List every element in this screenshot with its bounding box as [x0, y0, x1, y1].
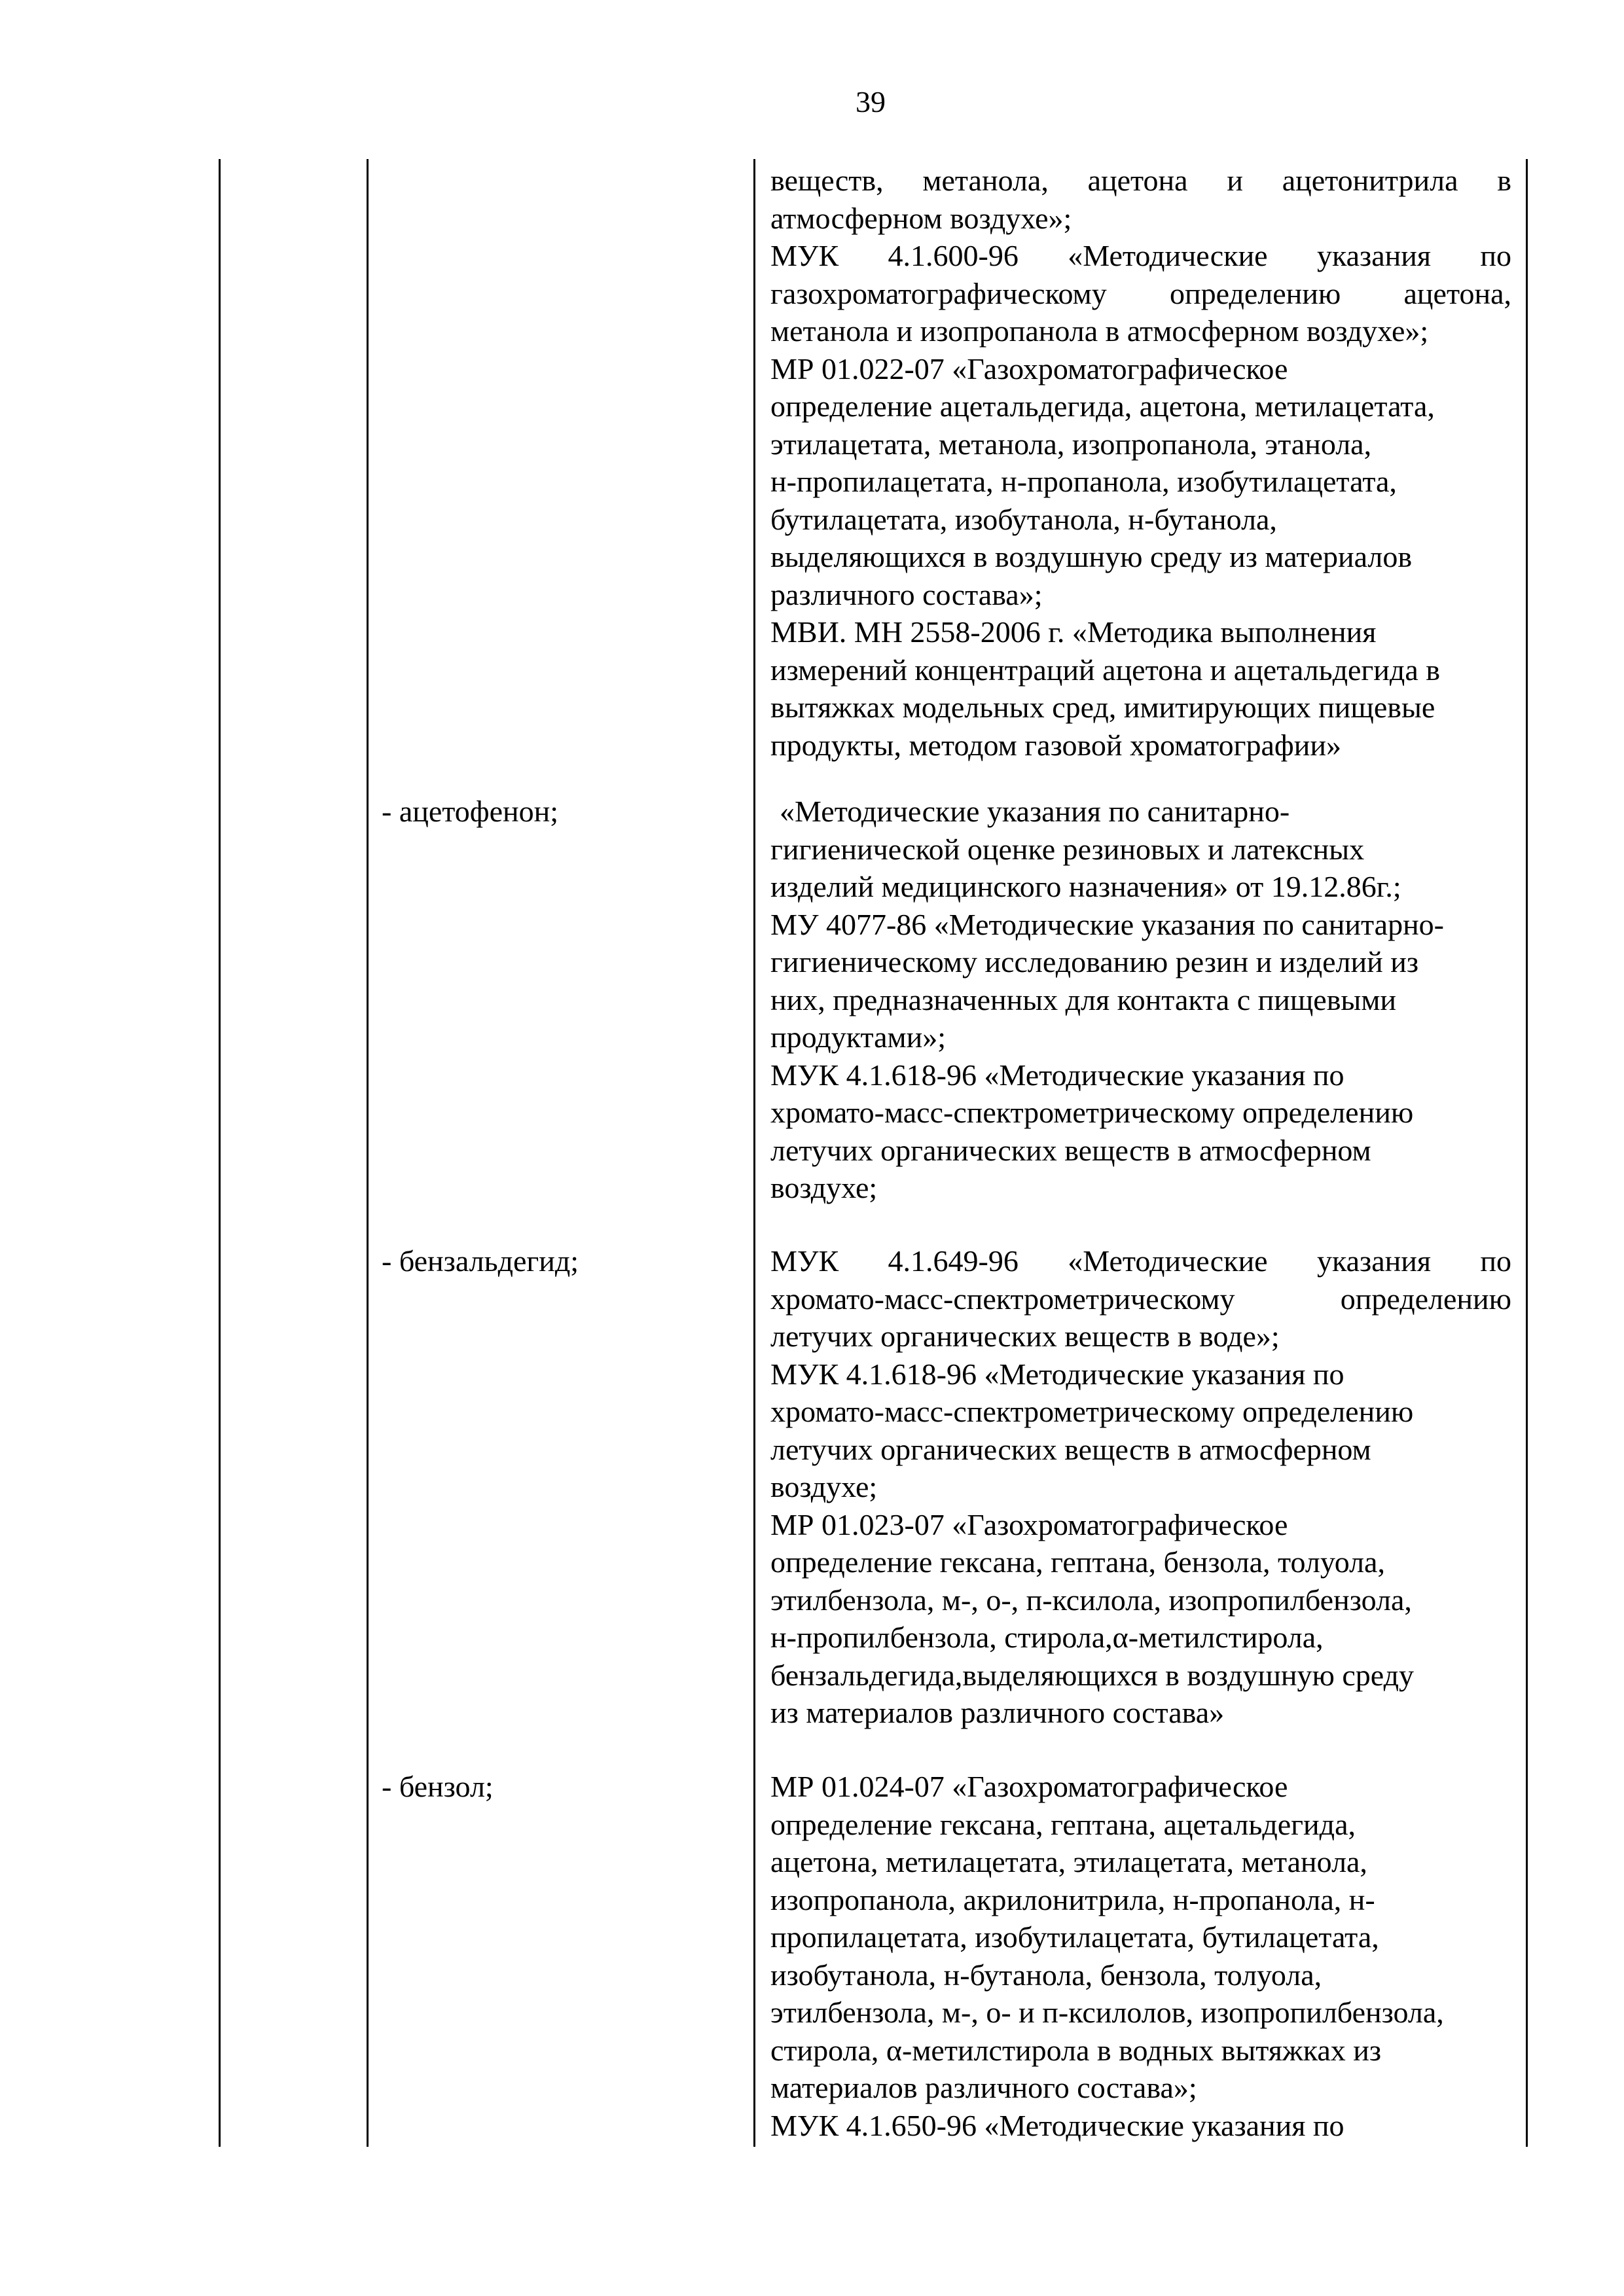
- method-line: хромато-масс-спектрометрическому определению: [770, 1395, 1414, 1428]
- page-number: 39: [856, 85, 886, 118]
- table-column-divider-2: [753, 159, 755, 2147]
- method-line: летучих органических веществ в атмосферном: [770, 1432, 1371, 1466]
- method-line: метанола и изопропанола в атмосферном воздухе»;: [770, 314, 1429, 348]
- method-line: бензальдегида,выделяющихся в воздушную среду: [770, 1658, 1415, 1692]
- method-line: н-пропилбензола, стирола,α-метилстирола,: [770, 1621, 1324, 1654]
- method-line: «Методические указания по санитарно-: [780, 795, 1290, 828]
- method-line: атмосферном воздухе»;: [770, 201, 1072, 235]
- method-line: н-пропилацетата, н-пропанола, изобутилацетата,: [770, 465, 1397, 498]
- method-line: них, предназначенных для контакта с пищевыми: [770, 982, 1397, 1016]
- method-line: гигиенической оценке резиновых и латексных: [770, 832, 1365, 866]
- method-line: этилбензола, м-, о-, п-ксилола, изопропилбензола,: [770, 1583, 1412, 1617]
- method-line: газохроматографическому определению ацетона,: [770, 276, 1511, 310]
- method-line: гигиеническому исследованию резин и изделий из: [770, 945, 1418, 978]
- method-line: продукты, методом газовой хроматографии»: [770, 728, 1341, 762]
- method-line: изопропанола, акрилонитрила, н-пропанола, н-: [770, 1882, 1375, 1916]
- method-line: летучих органических веществ в воде»;: [770, 1319, 1280, 1353]
- method-line: хромато-масс-спектрометрическому определению: [770, 1282, 1511, 1316]
- method-line: МР 01.022-07 «Газохроматографическое: [770, 351, 1288, 386]
- methods-cell: [770, 1768, 1511, 2144]
- method-line: воздухе;: [770, 1470, 878, 1503]
- method-line: летучих органических веществ в атмосферном: [770, 1133, 1371, 1167]
- method-line: выделяющихся в воздушную среду из материалов: [770, 540, 1413, 573]
- method-line: МУК 4.1.650-96 «Методические указания по: [770, 2108, 1344, 2142]
- method-line: материалов различного состава»;: [770, 2071, 1197, 2104]
- method-line: веществ, метанола, ацетона и ацетонитрила в: [770, 164, 1511, 197]
- method-line: определение гексана, гептана, бензола, толуола,: [770, 1545, 1385, 1579]
- method-line: из материалов различного состава»: [770, 1696, 1225, 1729]
- method-line: этилбензола, м-, о- и п-ксилолов, изопропилбензола,: [770, 1996, 1444, 2029]
- method-line: МР 01.023-07 «Газохроматографическое: [770, 1507, 1288, 1541]
- method-line: хромато-масс-спектрометрическому определению: [770, 1096, 1414, 1129]
- substance-name: - ацетофенон;: [382, 795, 559, 828]
- method-line: МВИ. МН 2558-2006 г. «Методика выполнения: [770, 615, 1377, 649]
- method-line: продуктами»;: [770, 1020, 947, 1054]
- method-line: определение гексана, гептана, ацетальдегида,: [770, 1807, 1356, 1841]
- substance-name: - бензол;: [382, 1770, 494, 1803]
- method-line: МУК 4.1.600-96 «Методические указания по: [770, 239, 1511, 272]
- method-line: вытяжках модельных сред, имитирующих пищевые: [770, 691, 1435, 724]
- method-line: МУ 4077-86 «Методические указания по санитарно-: [770, 907, 1445, 941]
- table-border-left: [219, 159, 221, 2147]
- method-line: МУК 4.1.618-96 «Методические указания по: [770, 1058, 1344, 1092]
- method-line: бутилацетата, изобутанола, н-бутанола,: [770, 502, 1277, 536]
- method-line: МУК 4.1.618-96 «Методические указания по: [770, 1357, 1344, 1391]
- methods-cell: [770, 1242, 1511, 1732]
- method-line: изобутанола, н-бутанола, бензола, толуола,: [770, 1958, 1322, 1992]
- methods-cell: [770, 793, 1511, 1207]
- method-line: этилацетата, метанола, изопропанола, этанола,: [770, 427, 1372, 461]
- method-line: различного состава»;: [770, 577, 1043, 611]
- table-border-right: [1526, 159, 1528, 2147]
- method-line: изделий медицинского назначения» от 19.12.86г.;: [770, 870, 1401, 903]
- method-line: МУК 4.1.649-96 «Методические указания по: [770, 1244, 1511, 1278]
- method-line: стирола, α-метилстирола в водных вытяжках из: [770, 2033, 1382, 2067]
- method-line: определение ацетальдегида, ацетона, метилацетата,: [770, 389, 1435, 423]
- substance-name: - бензальдегид;: [382, 1244, 579, 1278]
- method-line: ацетона, метилацетата, этилацетата, метанола,: [770, 1845, 1367, 1878]
- table-column-divider-1: [367, 159, 369, 2147]
- method-line: МР 01.024-07 «Газохроматографическое: [770, 1770, 1288, 1803]
- methods-cell: [770, 162, 1511, 764]
- method-line: воздухе;: [770, 1171, 878, 1204]
- method-line: пропилацетата, изобутилацетата, бутилацетата,: [770, 1920, 1379, 1954]
- method-line: измерений концентраций ацетона и ацетальдегида в: [770, 653, 1440, 687]
